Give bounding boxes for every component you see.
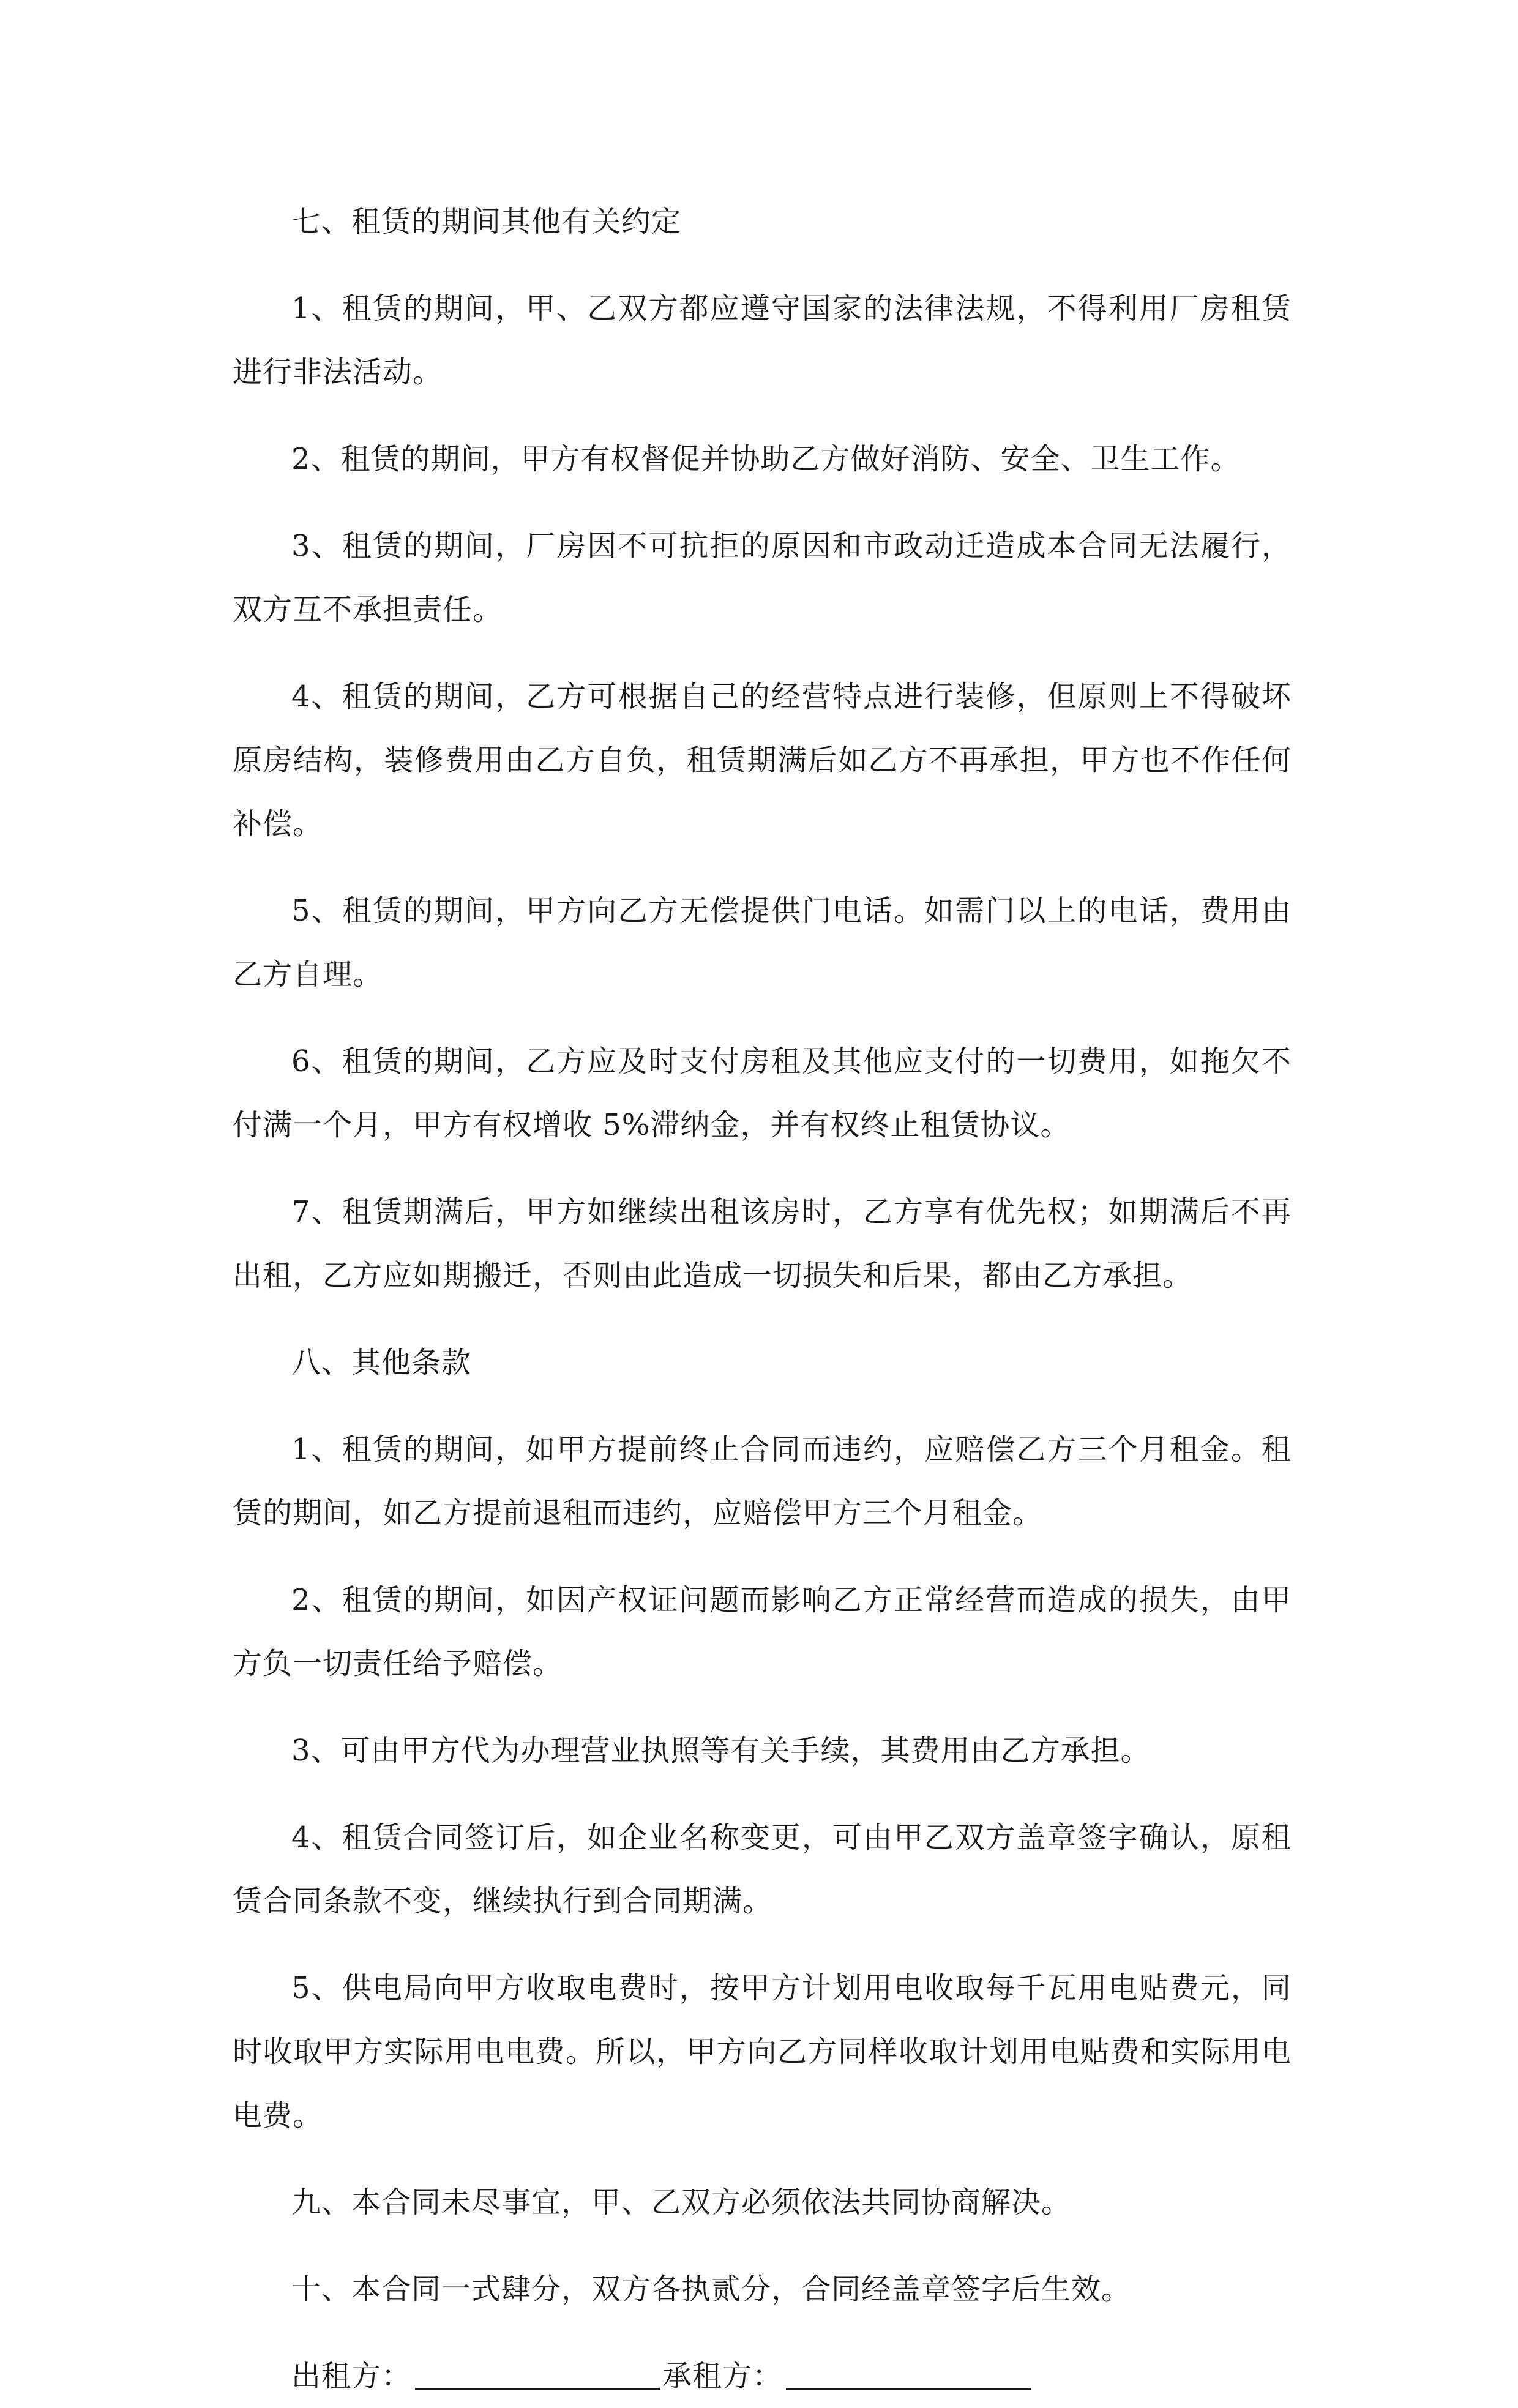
lessor-label: 出租方： [291,2359,412,2393]
lessee-label: 承租方： [662,2359,783,2393]
lessee-signature-line[interactable] [786,2354,1031,2390]
clause-7-4: 4、租赁的期间，乙方可根据自己的经营特点进行装修，但原则上不得破坏原房结构，装修费用由乙方自负，租赁期满后如乙方不再承担，甲方也不作任何补偿。 [233,679,1292,841]
clause-7-5: 5、租赁的期间，甲方向乙方无偿提供门电话。如需门以上的电话，费用由乙方自理。 [233,894,1292,992]
lessor-signature-line[interactable] [415,2354,660,2390]
clause-7-2: 2、租赁的期间，甲方有权督促并协助乙方做好消防、安全、卫生工作。 [291,442,1241,476]
clause-7-1: 1、租赁的期间，甲、乙双方都应遵守国家的法律法规，不得利用厂房租赁进行非法活动。 [233,291,1292,389]
section-heading-9: 九、本合同未尽事宜，甲、乙双方必须依法共同协商解决。 [291,2185,1072,2219]
contract-body [233,190,1292,2408]
section-heading-10: 十、本合同一式肆分，双方各执贰分，合同经盖章签字后生效。 [291,2272,1132,2306]
clause-8-1: 1、租赁的期间，如甲方提前终止合同而违约，应赔偿乙方三个月租金。租赁的期间，如乙方提前退租而违约，应赔偿甲方三个月租金。 [233,1432,1292,1530]
clause-8-4: 4、租赁合同签订后，如企业名称变更，可由甲乙双方盖章签字确认，原租赁合同条款不变，继续执行到合同期满。 [233,1820,1292,1918]
clause-7-7: 7、租赁期满后，甲方如继续出租该房时，乙方享有优先权；如期满后不再出租，乙方应如期搬迁，否则由此造成一切损失和后果，都由乙方承担。 [233,1195,1292,1293]
clause-8-2: 2、租赁的期间，如因产权证问题而影响乙方正常经营而造成的损失，由甲方负一切责任给予赔偿。 [233,1583,1292,1681]
clause-7-6: 6、租赁的期间，乙方应及时支付房租及其他应支付的一切费用，如拖欠不付满一个月，甲方有权增收 5%滞纳金，并有权终止租赁协议。 [233,1044,1292,1142]
clause-8-3: 3、可由甲方代为办理营业执照等有关手续，其费用由乙方承担。 [291,1733,1151,1768]
clause-8-5: 5、供电局向甲方收取电费时，按甲方计划用电收取每千瓦用电贴费元，同时收取甲方实际用电电费。所以，甲方向乙方同样收取计划用电贴费和实际用电电费。 [233,1971,1292,2133]
section-heading-7: 七、租赁的期间其他有关约定 [291,204,682,239]
signature-row [233,2344,1292,2408]
clause-7-3: 3、租赁的期间，厂房因不可抗拒的原因和市政动迁造成本合同无法履行，双方互不承担责任。 [233,529,1292,627]
section-heading-8: 八、其他条款 [291,1345,472,1380]
